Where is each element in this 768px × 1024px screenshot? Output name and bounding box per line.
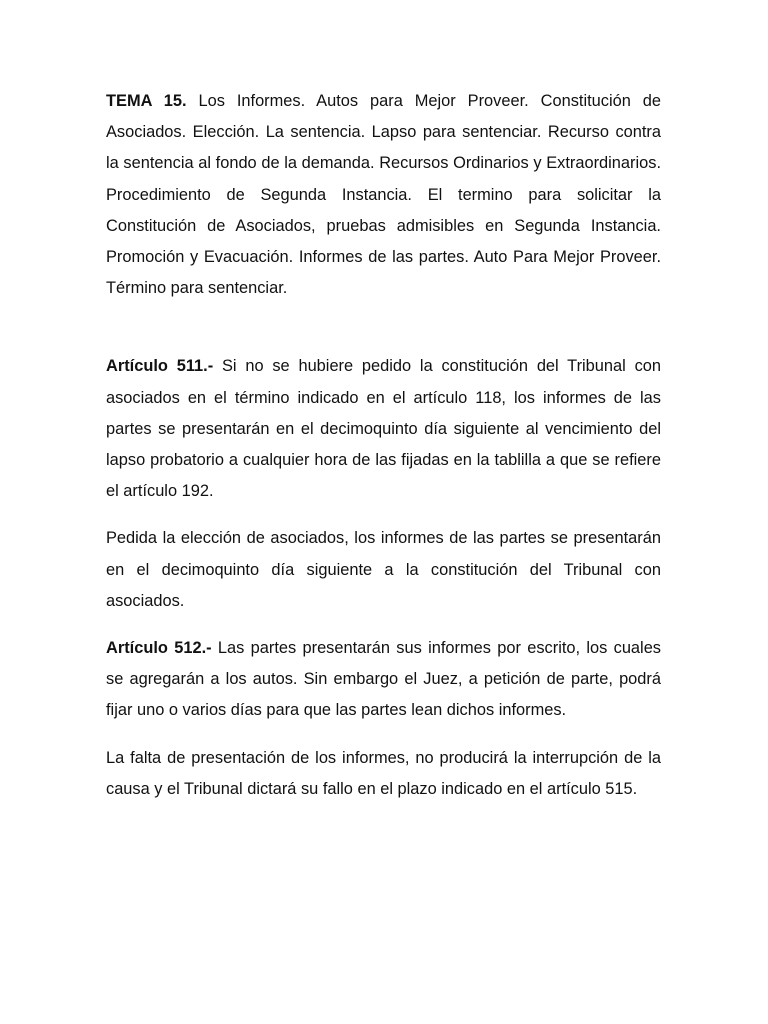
tema-label: TEMA 15.	[106, 92, 187, 110]
articulo-512-paragraph	[106, 633, 661, 727]
articulo-511-text: Si no se hubiere pedido la constitución del Tribunal con asociados en el término indicado en el artículo 118, los informes de las partes se presentarán en el decimoquinto día siguiente al vencimiento del lapso probatorio a cualquier hora de las fijadas en la tablilla a que se refiere el artículo 192.	[106, 357, 661, 501]
tema-text: Los Informes. Autos para Mejor Proveer. Constitución de Asociados. Elección. La sentencia. Lapso para sentenciar. Recurso contra la sentencia al fondo de la demanda. Recursos Ordinarios y Extraordinarios. Procedimiento de Segunda Instancia. El termino para solicitar la Constitución de Asociados, pruebas admisibles en Segunda Instancia. Promoción y Evacuación. Informes de las partes. Auto Para Mejor Proveer. Término para sentenciar.	[106, 92, 661, 298]
document-page	[106, 86, 661, 805]
tema-paragraph	[106, 86, 661, 304]
articulo-511-paragraph-2: Pedida la elección de asociados, los informes de las partes se presentarán en el decimoquinto día siguiente a la constitución del Tribunal con asociados.	[106, 529, 661, 610]
articulo-511-label: Artículo 511.-	[106, 357, 214, 376]
articulo-512-text: Las partes presentarán sus informes por escrito, los cuales se agregarán a los autos. Sin embargo el Juez, a petición de parte, podrá fijar uno o varios días para que las partes lean dichos informes.	[106, 639, 661, 720]
articulo-511-paragraph	[106, 351, 661, 507]
articulo-512-label: Artículo 512.-	[106, 639, 212, 658]
articulo-512-paragraph-2: La falta de presentación de los informes, no producirá la interrupción de la causa y el Tribunal dictará su fallo en el plazo indicado en el artículo 515.	[106, 748, 661, 798]
